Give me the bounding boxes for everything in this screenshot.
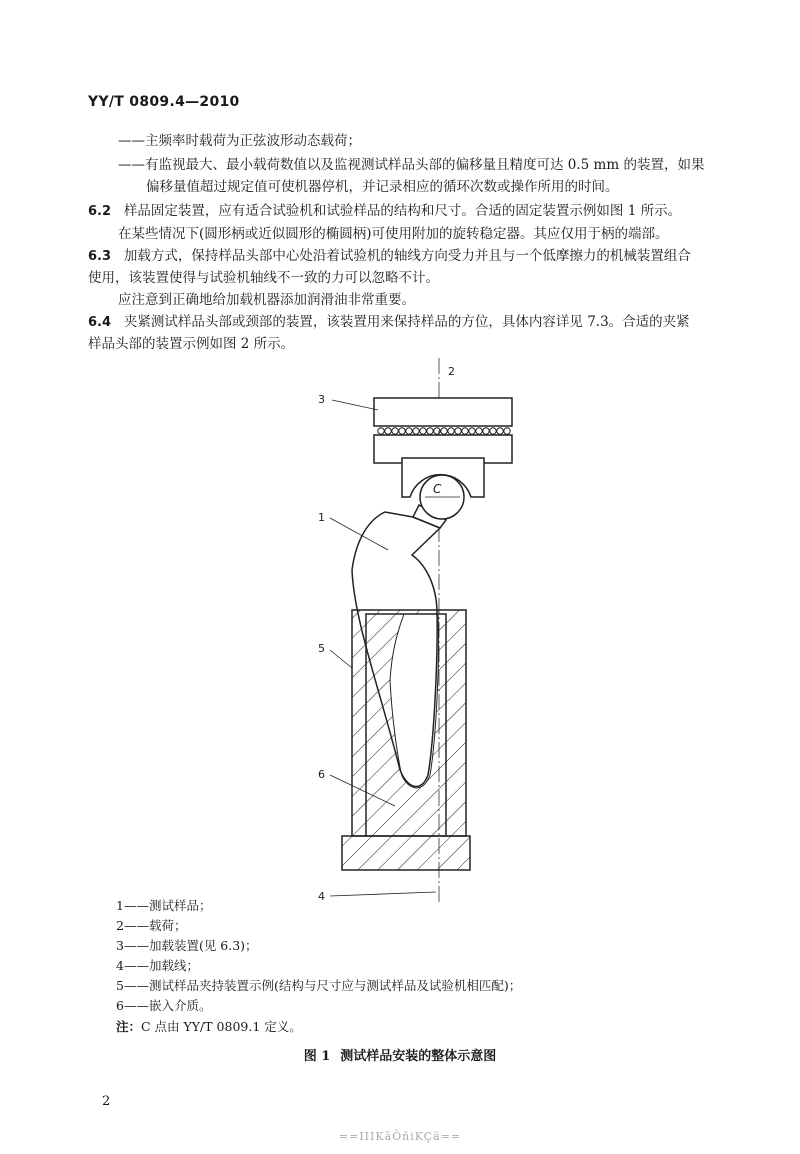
bearing-balls <box>378 428 510 434</box>
legend-item: 2——载荷； <box>116 918 187 933</box>
label-6: 6 <box>318 768 325 781</box>
leader-4 <box>330 892 436 896</box>
figure-caption <box>0 1045 800 1064</box>
section-6-4-cont: 样品头部的装置示例如图 2 所示。 <box>88 336 295 352</box>
figure-note <box>116 1017 302 1035</box>
label-2: 2 <box>448 365 455 378</box>
note-text: C 点由 YY/T 0809.1 定义。 <box>141 1019 302 1034</box>
section-text: 加载方式，保持样品头部中心处沿着试验机的轴线方向受力并且与一个低摩擦力的机械装置组合 <box>123 248 691 264</box>
legend-item: 4——加载线； <box>116 958 199 973</box>
footer-watermark: ==IIIKãÕñiKÇä== <box>338 1130 462 1143</box>
figure-number: 图 1 <box>303 1049 331 1064</box>
note-prefix: 注： <box>116 1019 142 1034</box>
legend-item: 6——嵌入介质。 <box>116 998 212 1013</box>
section-text: 样品固定装置，应有适合试验机和试验样品的结构和尺寸。合适的固定装置示例如图 1 所示。 <box>123 203 682 219</box>
label-3: 3 <box>318 393 325 406</box>
label-5: 5 <box>318 642 325 655</box>
legend-item: 5——测试样品夹持装置示例(结构与尺寸应与测试样品及试验机相匹配)； <box>116 978 522 993</box>
clamp-base <box>342 836 470 870</box>
section-6-2-note: 在某些情况下(圆形柄或近似圆形的椭圆柄)可使用附加的旋转稳定器。其应仅用于柄的端部。 <box>118 226 669 242</box>
figure-title: 测试样品安装的整体示意图 <box>340 1049 497 1064</box>
page-number: 2 <box>102 1094 111 1109</box>
loading-plate-top <box>374 398 512 426</box>
dash-item-2: ——有监视最大、最小载荷数值以及监视测试样品头部的偏移量且精度可达 0.5 mm 的装置，如果 <box>118 157 705 173</box>
standard-code: YY/T 0809.4—2010 <box>88 94 240 110</box>
legend-item: 3——加载装置(见 6.3)； <box>116 938 258 953</box>
section-6-3-note: 应注意到正确地给加载机器添加润滑油非常重要。 <box>118 292 415 308</box>
section-number: 6.3 <box>88 249 112 264</box>
legend-item: 1——测试样品； <box>116 898 212 913</box>
label-4: 4 <box>318 890 325 903</box>
section-text: 夹紧测试样品头部或颈部的装置，该装置用来保持样品的方位，具体内容详见 7.3。合适的夹紧 <box>123 314 690 330</box>
section-number: 6.4 <box>88 315 112 330</box>
label-1: 1 <box>318 511 325 524</box>
dash-item-2-cont: 偏移量值超过规定值可使机器停机，并记录相应的循环次数或操作所用的时间。 <box>146 179 619 195</box>
section-6-3-cont: 使用，该装置使得与试验机轴线不一致的力可以忽略不计。 <box>88 270 439 286</box>
dash-item-1: ——主频率时载荷为正弦波形动态载荷； <box>118 133 361 149</box>
section-number: 6.2 <box>88 204 112 219</box>
label-point-c: C <box>433 482 442 496</box>
leader-5 <box>330 650 352 668</box>
leader-3 <box>332 400 378 410</box>
